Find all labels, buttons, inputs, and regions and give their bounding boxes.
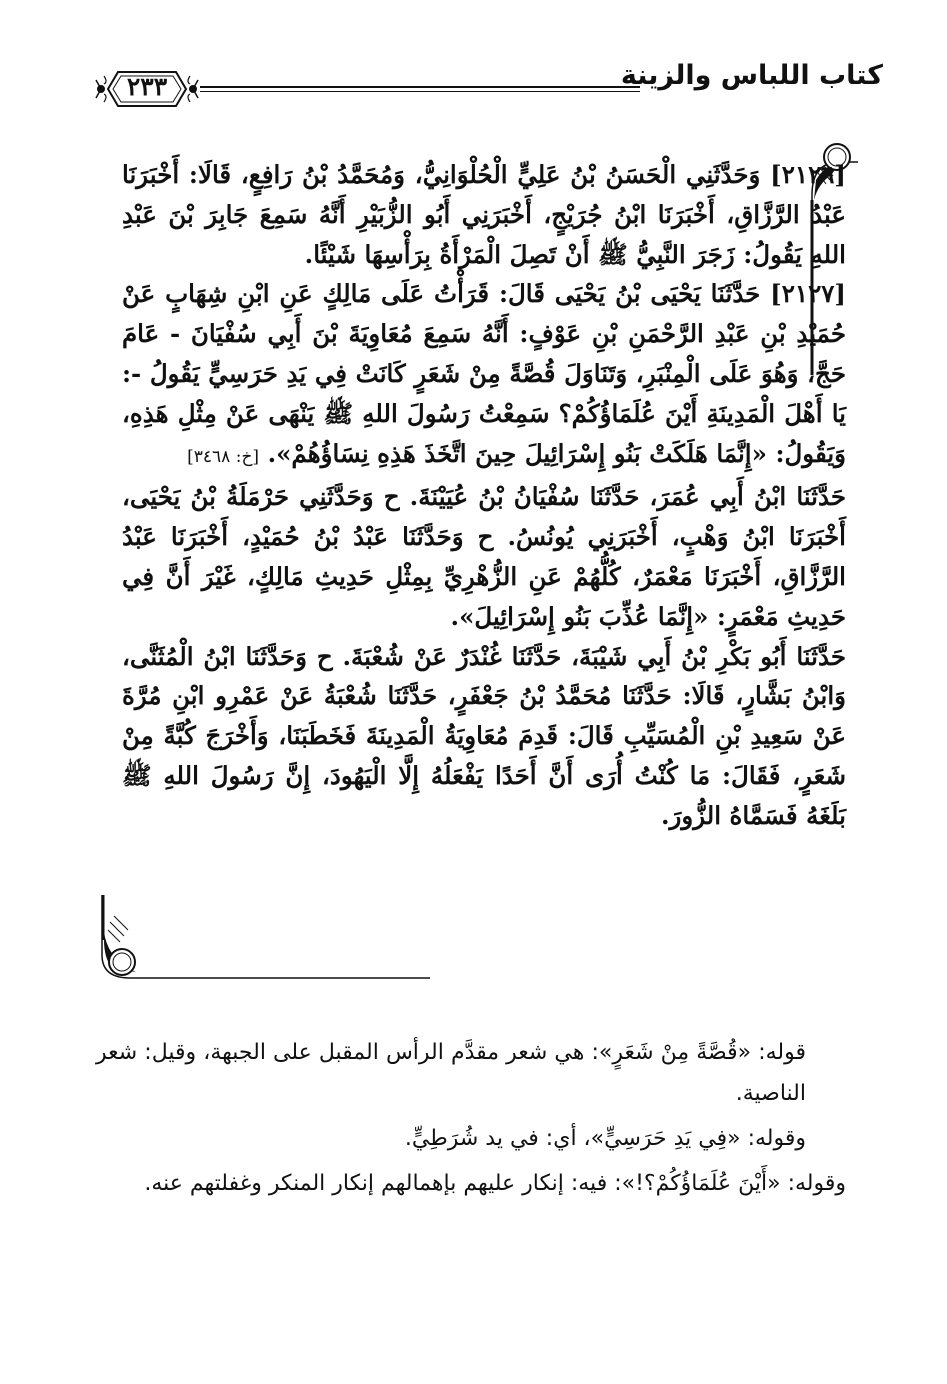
page-number: ٢٣٣: [126, 72, 168, 101]
page-number-ornament: [94, 60, 200, 118]
hadith-chain-2: حَدَّثَنَا ابْنُ أَبِي عُمَرَ، حَدَّثَنَا سُفْيَانُ بْنُ عُيَيْنَةَ. ح وَحَدَّثَنِي حَرْمَلَةُ بْنُ يَحْيَى، أَخْبَرَنَا ابْنُ وَهْبٍ، أَخْبَرَنِي يُونُسُ. ح وَحَدَّثَنَا عَبْدُ بْنُ حُمَيْدٍ، أَخْبَرَنَا عَبْدُ الرَّزَّاقِ، أَخْبَرَنَا مَعْمَرٌ، كُلُّهُمْ عَنِ الزُّهْرِيِّ بِمِثْلِ حَدِيثِ مَالِكٍ، غَيْرَ أَنَّ فِي حَدِيثِ مَعْمَرٍ: «إِنَّمَا عُذِّبَ بَنُو إِسْرَائِيلَ».: [122, 482, 846, 631]
hadith-2126: [٢١٢٦] وَحَدَّثَنِي الْحَسَنُ بْنُ عَلِيٍّ الْحُلْوَانِيُّ، وَمُحَمَّدُ بْنُ رَافِعٍ، قَالَا: أَخْبَرَنَا عَبْدُ الرَّزَّاقِ، أَخْبَرَنَا ابْنُ جُرَيْجٍ، أَخْبَرَنِي أَبُو الزُّبَيْرِ أَنَّهُ سَمِعَ جَابِرَ بْنَ عَبْدِ اللهِ يَقُولُ: زَجَرَ النَّبِيُّ ﷺ أَنْ تَصِلَ الْمَرْأَةُ بِرَأْسِهَا شَيْئًا.: [122, 160, 846, 269]
hadith-2127: [122, 274, 846, 477]
commentary: [96, 1032, 846, 1208]
commentary-note-1: قوله: «قُصَّةً مِنْ شَعَرٍ»: هي شعر مقدَّم الرأس المقبل على الجبهة، وقيل: شعر الناصية.: [96, 1040, 806, 1106]
hadith-text: [122, 155, 846, 836]
hadith-chain-3: حَدَّثَنَا أَبُو بَكْرِ بْنُ أَبِي شَيْبَةَ، حَدَّثَنَا غُنْدَرٌ عَنْ شُعْبَةَ. ح وَحَدَّثَنَا ابْنُ الْمُثَنَّى، وَابْنُ بَشَّارٍ، قَالَا: حَدَّثَنَا مُحَمَّدُ بْنُ جَعْفَرٍ، حَدَّثَنَا شُعْبَةُ عَنْ عَمْرِو ابْنِ مُرَّةَ عَنْ سَعِيدِ بْنِ الْمُسَيِّبِ قَالَ: قَدِمَ مُعَاوِيَةُ الْمَدِينَةَ فَخَطَبَنَا، وَأَخْرَجَ كُبَّةً مِنْ شَعَرٍ، فَقَالَ: مَا كُنْتُ أُرَى أَنَّ أَحَدًا يَفْعَلُهُ إِلَّا الْيَهُودَ، إِنَّ رَسُولَ اللهِ ﷺ بَلَغَهُ فَسَمَّاهُ الزُّورَ.: [122, 641, 846, 830]
cross-reference: [خ: ٣٤٦٨]: [187, 446, 260, 467]
corner-ornament-bottom-left: [102, 895, 430, 978]
header-rule: [200, 86, 640, 88]
hadith-2127-text: [٢١٢٧] حَدَّثَنَا يَحْيَى بْنُ يَحْيَى قَالَ: قَرَأْتُ عَلَى مَالِكٍ عَنِ ابْنِ شِهَابٍ عَنْ حُمَيْدِ بْنِ عَبْدِ الرَّحْمَنِ بْنِ عَوْفٍ: أَنَّهُ سَمِعَ مُعَاوِيَةَ بْنَ أَبِي سُفْيَانَ - عَامَ حَجَّ، وَهُوَ عَلَى الْمِنْبَرِ، وَتَنَاوَلَ قُصَّةً مِنْ شَعَرٍ كَانَتْ فِي يَدِ حَرَسِيٍّ يَقُولُ -: يَا أَهْلَ الْمَدِينَةِ أَيْنَ عُلَمَاؤُكُمْ؟ سَمِعْتُ رَسُولَ اللهِ ﷺ يَنْهَى عَنْ مِثْلِ هَذِهِ، وَيَقُولُ: «إِنَّمَا هَلَكَتْ بَنُو إِسْرَائِيلَ حِينَ اتَّخَذَ هَذِهِ نِسَاؤُهُمْ».: [122, 279, 846, 468]
commentary-note-2: وقوله: «فِي يَدِ حَرَسِيٍّ»، أي: في يد شُرَطِيٍّ.: [404, 1126, 806, 1151]
book-title: كتاب اللباس والزينة: [620, 60, 883, 91]
commentary-note-3: وقوله: «أَيْنَ عُلَمَاؤُكُمْ؟!»: فيه: إنكار عليهم بإهمالهم إنكار المنكر وغفلتهم عنه.: [144, 1171, 846, 1196]
header-rule-thin: [200, 91, 640, 92]
